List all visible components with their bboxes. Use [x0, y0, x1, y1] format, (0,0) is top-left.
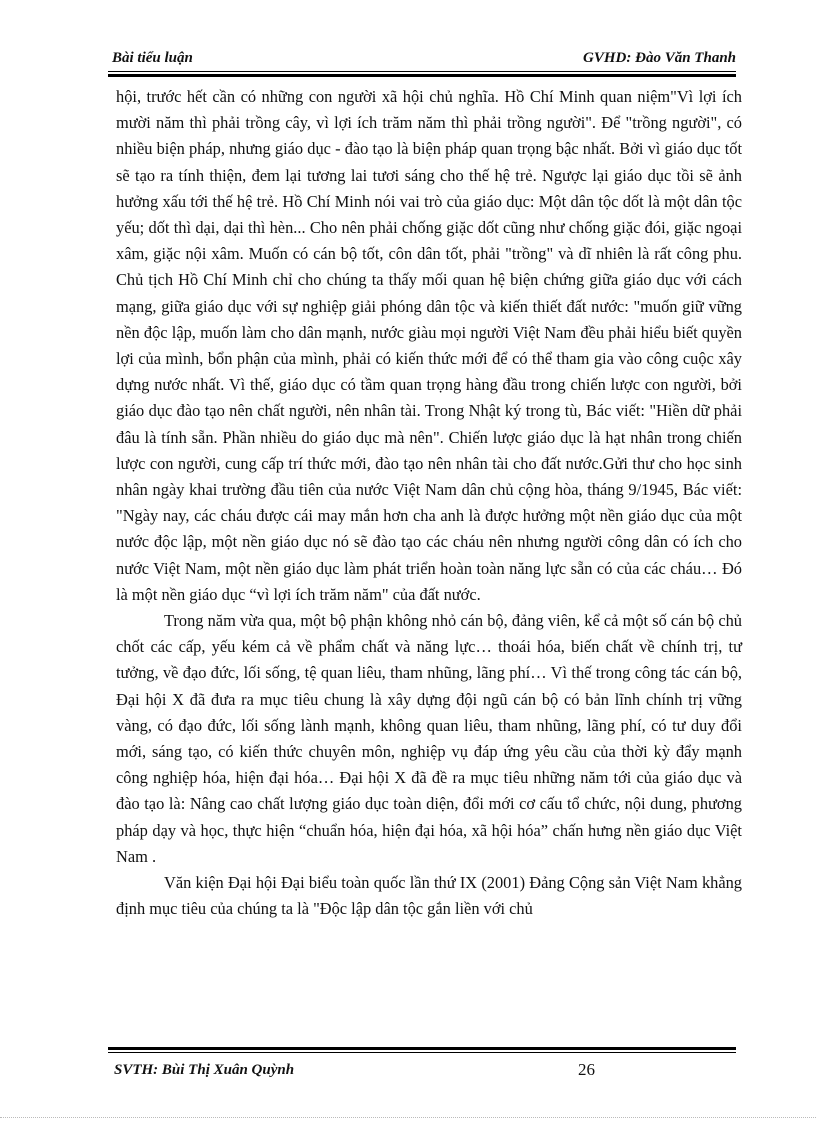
document-body [116, 84, 742, 923]
header-rule-thin [108, 71, 736, 72]
footer-rule-thick [108, 1047, 736, 1050]
page-bottom-dotted-line [0, 1117, 816, 1118]
page-footer [108, 1056, 736, 1082]
page-number: 26 [578, 1060, 595, 1079]
header-rule-thick [108, 74, 736, 77]
paragraph-3: Văn kiện Đại hội Đại biểu toàn quốc lần thứ IX (2001) Đảng Cộng sản Việt Nam khẳng định mục tiêu của chúng ta là "Độc lập dân tộc gắn liền với chủ [116, 873, 742, 919]
header-advisor: GVHD: Đào Văn Thanh [583, 50, 736, 66]
footer-rule-thin [108, 1052, 736, 1053]
page-header [108, 44, 736, 72]
footer-author: SVTH: Bùi Thị Xuân Quỳnh [114, 1062, 295, 1078]
header-title: Bài tiểu luận [112, 50, 193, 66]
paragraph-1: hội, trước hết cần có những con người xã hội chủ nghĩa. Hồ Chí Minh quan niệm"Vì lợi ích mười năm thì phải trồng cây, vì lợi ích trăm năm thì phải trồng người". Để "trồng người", có nhiều biện pháp, nhưng giáo dục - đào tạo là biện pháp quan trọng bậc nhất. Bởi vì giáo dục tốt sẽ tạo ra tính thiện, đem lại tương lai tươi sáng cho thế hệ trẻ. Ngược lại giáo dục tồi sẽ ảnh hưởng xấu tới thế hệ trẻ. Hồ Chí Minh nói vai trò của giáo dục: Một dân tộc dốt là một dân tộc yếu; dốt thì dại, dại thì hèn... Cho nên phải chống giặc dốt cũng như chống giặc đói, giặc ngoại xâm, giặc nội xâm. Muốn có cán bộ tốt, côn dân tốt, phải "trồng" và dĩ nhiên là rất công phu. Chủ tịch Hồ Chí Minh chỉ cho chúng ta thấy mối quan hệ biện chứng giữa giáo dục với cách mạng, giữa giáo dục với sự nghiệp giải phóng dân tộc và kiến thiết đất nước: "muốn giữ vững nền độc lập, muốn làm cho dân mạnh, nước giàu mọi người Việt Nam đều phải hiểu biết quyền lợi của mình, bổn phận của mình, phải có kiến thức mới để có thể tham gia vào công cuộc xây dựng nước nhất. Vì thế, giáo dục có tầm quan trọng hàng đầu trong chiến lược con người, bởi giáo dục đào tạo nên chất người, nên nhân tài. Trong Nhật ký trong tù, Bác viết: "Hiền dữ phải đâu là tính sẵn. Phần nhiều do giáo dục mà nên". Chiến lược giáo dục là hạt nhân trong chiến lược con người, cung cấp trí thức mới, đào tạo nên nhân tài cho đất nước.Gửi thư cho học sinh nhân ngày khai trường đầu tiên của nước Việt Nam dân chủ cộng hòa, tháng 9/1945, Bác viết: "Ngày nay, các cháu được cái may mắn hơn cha anh là được hưởng một nền giáo dục của một nước độc lập, một nền giáo dục nó sẽ đào tạo các cháu nên nhưng người công dân có ích cho nước Việt Nam, một nền giáo dục làm phát triển hoàn toàn năng lực sẵn có của các cháu… Đó là một nền giáo dục “vì lợi ích trăm năm" của đất nước. [116, 87, 742, 604]
paragraph-2: Trong năm vừa qua, một bộ phận không nhỏ cán bộ, đảng viên, kể cả một số cán bộ chủ chốt các cấp, yếu kém cả về phẩm chất và năng lực… thoái hóa, biến chất về chính trị, tư tưởng, về đạo đức, lối sống, tệ quan liêu, tham nhũng, lãng phí… Vì thế trong công tác cán bộ, Đại hội X đã đưa ra mục tiêu chung là xây dựng đội ngũ cán bộ có bản lĩnh chính trị vững vàng, có đạo đức, lối sống lành mạnh, không quan liêu, tham nhũng, lãng phí, có tư duy đổi mới, sáng tạo, có kiến thức chuyên môn, nghiệp vụ đáp ứng yêu cầu của thời kỳ đẩy mạnh công nghiệp hóa, hiện đại hóa… Đại hội X đã đề ra mục tiêu những năm tới của giáo dục và đào tạo là: Nâng cao chất lượng giáo dục toàn diện, đổi mới cơ cấu tổ chức, nội dung, phương pháp dạy và học, thực hiện “chuẩn hóa, hiện đại hóa, xã hội hóa” chấn hưng nền giáo dục Việt Nam . [116, 611, 742, 866]
